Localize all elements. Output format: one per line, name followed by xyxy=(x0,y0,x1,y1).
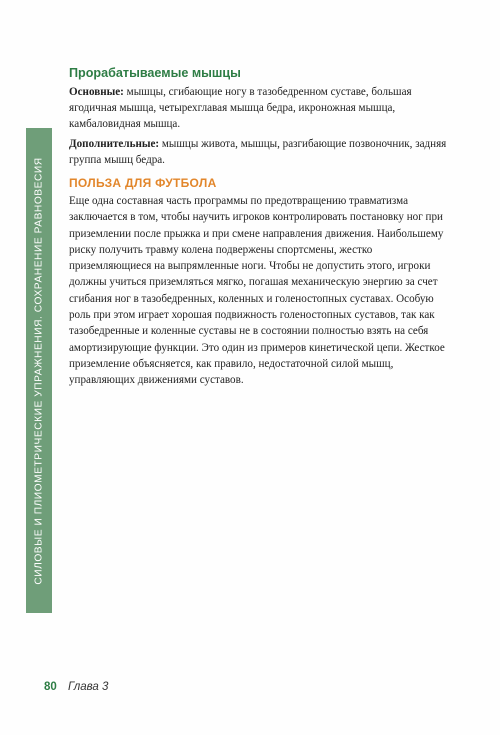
chapter-label: Глава 3 xyxy=(68,681,109,693)
benefit-heading: ПОЛЬЗА ДЛЯ ФУТБОЛА xyxy=(69,176,217,190)
muscles-heading: Прорабатываемые мышцы xyxy=(69,66,241,80)
page-number: 80 xyxy=(44,681,57,693)
chapter-side-tab xyxy=(26,128,52,613)
page-content xyxy=(69,66,455,389)
secondary-muscles-text: мышцы живота, мышцы, разгибающие позвоночник, задняя группа мышц бедра. xyxy=(69,138,447,166)
benefit-text: Еще одна составная часть программы по предотвращению травматизма заключается в том, чтобы научить игроков контролировать постановку ног при приземлении после прыжка и при смене направления движения. Наибольшему риску получить травму колена подвержены спортсмены, жестко приземляющиеся на выпрямленные ноги. Чтобы не допустить этого, игроки должны учиться приземляться мягко, погашая механическую энергию за счет сгибания ног в тазобедренных, коленных и голеностопных суставах. Особую роль при этом играет хорошая подвижность голеностопных суставов, так как тазобедренные и коленные суставы не в состоянии полностью взять на себя амортизирующие функции. Это один из примеров кинетической цепи. Жесткое приземление объясняется, как правило, недостаточной силой мышц, управляющих движениями суставов. xyxy=(69,195,445,387)
chapter-side-title: СИЛОВЫЕ И ПЛИОМЕТРИЧЕСКИЕ УПРАЖНЕНИЯ. СОХРАНЕНИЕ РАВНОВЕСИЯ xyxy=(33,156,45,585)
secondary-muscles-paragraph xyxy=(69,136,455,168)
secondary-muscles-label: Дополнительные: xyxy=(69,138,160,150)
primary-muscles-label: Основные: xyxy=(69,86,124,98)
primary-muscles-paragraph xyxy=(69,84,455,132)
page-footer xyxy=(44,681,108,693)
primary-muscles-text: мышцы, сгибающие ногу в тазобедренном суставе, большая ягодичная мышца, четырехглавая мышца бедра, икроножная мышца, камбаловидная мышца. xyxy=(69,86,412,130)
